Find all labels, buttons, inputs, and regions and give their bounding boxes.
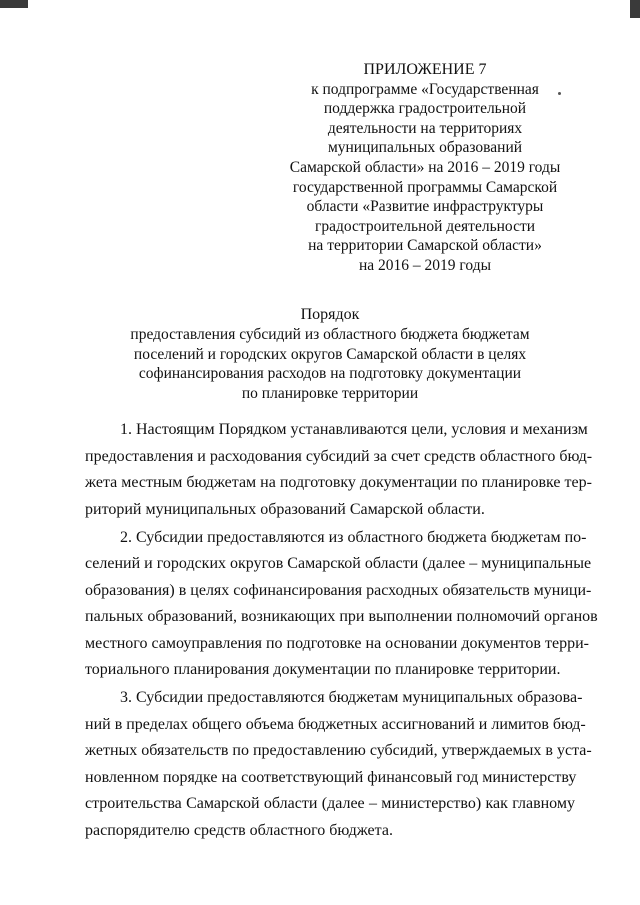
title-line: по планировке территории [241,384,419,402]
appendix-heading: ПРИЛОЖЕНИЕ 7 [363,61,487,78]
appendix-line: муниципальных образований [327,139,523,157]
paragraph-line: жетных обязательств по предоставлению субсидий, утверждаемых в уста- [85,742,592,759]
paragraph-line: предоставления и расходования субсидий за счет средств областного бюд- [85,447,593,465]
paragraph-line: строительства Самарской области (далее – министерство) как главному [85,795,575,812]
title-line: софинансирования расходов на подготовку документации [138,365,522,383]
paragraph-line: 1. Настоящим Порядком устанавливаются цели, условия и механизм [120,421,588,438]
appendix-header [270,60,580,276]
paragraph-line: новленном порядке на соответствующий финансовый год министерству [85,768,577,786]
scan-edge-mark [630,0,640,18]
paragraph-line: ний в пределах общего объема бюджетных ассигнований и лимитов бюд- [85,715,586,733]
paragraph-line: жета местным бюджетам на подготовку документации по планировке тер- [85,474,592,491]
scan-edge-mark [0,0,28,8]
paragraph-line: риторий муниципальных образований Самарской области. [85,500,485,518]
appendix-line: государственной программы Самарской [292,178,558,196]
appendix-line: к подпрограмме «Государственная [311,80,539,98]
paragraph-line: распорядителю средств областного бюджета. [85,821,393,839]
paragraph-line: местного самоуправления по подготовке на основании документов терри- [85,634,589,652]
paragraph-1 [85,417,593,523]
appendix-line: на территории Самарской области» [308,237,542,255]
paragraph-2 [85,525,598,684]
paragraph-line: образования) в целях софинансирования расходных обязательств муници- [85,581,592,599]
paragraph-line: пальных образований, возникающих при выполнении полномочий органов [85,608,598,625]
paragraph-line: селений и городских округов Самарской области (далее – муниципальные [85,555,592,572]
title-line: поселений и городских округов Самарской области в целях [133,345,527,363]
title-line: предоставления субсидий из областного бюджета бюджетам [130,326,530,344]
appendix-line: деятельности на территориях [327,119,523,137]
appendix-line: поддержка градостроительной [323,100,527,118]
appendix-line: области «Развитие инфраструктуры [306,198,544,216]
appendix-line: Самарской области» на 2016 – 2019 годы [289,158,561,176]
paragraph-line: 2. Субсидии предоставляются из областного бюджета бюджетам по- [120,528,587,546]
appendix-line: градостроительной деятельности [314,217,536,235]
paragraph-line: ториального планирования документации по планировке территории. [85,661,561,678]
document-title [60,305,600,403]
paragraph-line: 3. Субсидии предоставляются бюджетам муниципальных образова- [120,689,583,706]
title-main: Порядок [300,306,360,323]
paragraph-3 [85,685,592,844]
appendix-line: на 2016 – 2019 годы [359,256,491,274]
document-body [85,417,598,845]
